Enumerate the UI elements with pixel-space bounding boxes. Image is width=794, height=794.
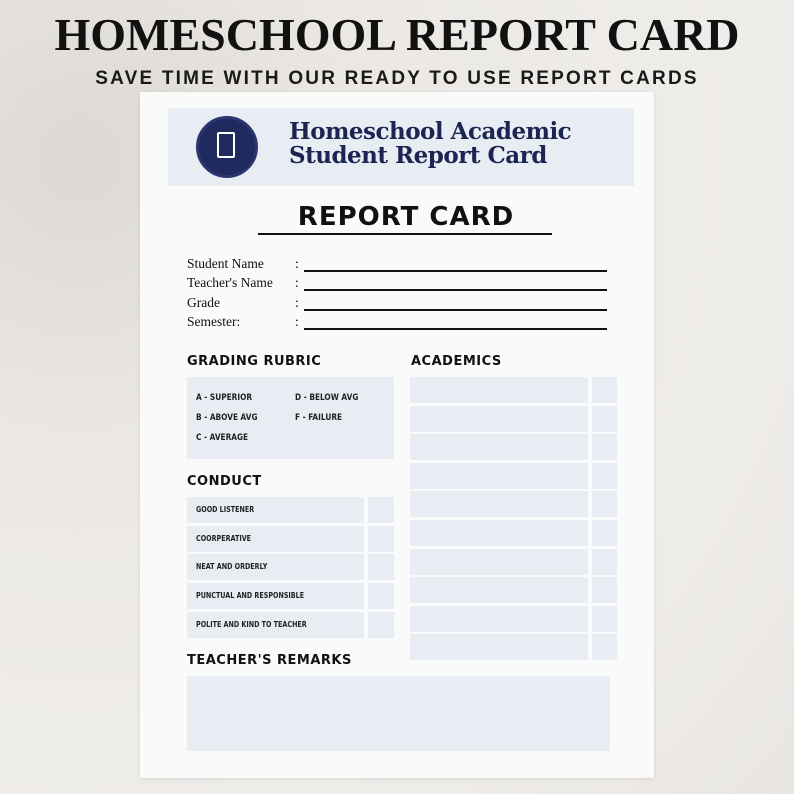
conduct-grade-cell[interactable] [368,554,394,580]
academics-heading: ACADEMICS [411,354,502,369]
card-header-title [289,120,571,168]
rubric-item: D - BELOW AVG [295,393,359,403]
conduct-grade-cell[interactable] [368,497,394,523]
academics-subject-cell[interactable] [410,520,588,546]
grade-field[interactable] [304,309,607,311]
academics-subject-cell[interactable] [410,406,588,432]
academics-grade-cell[interactable] [592,577,617,603]
conduct-item: POLITE AND KIND TO TEACHER [196,619,307,629]
field-label: Student Name [187,256,264,271]
teacher-name-field[interactable] [304,289,607,291]
title-underline [258,233,552,235]
academics-grade-cell[interactable] [592,377,617,403]
conduct-grade-cell[interactable] [368,526,394,552]
academics-subject-cell[interactable] [410,463,588,489]
conduct-item: PUNCTUAL AND RESPONSIBLE [196,591,305,601]
diploma-logo-icon [196,116,258,178]
academics-grade-cell[interactable] [592,520,617,546]
report-card-title: REPORT CARD [297,202,515,232]
academics-grade-cell[interactable] [592,434,617,460]
banner-subtitle: SAVE TIME WITH OUR READY TO USE REPORT CARDS [95,68,699,89]
academics-subject-cell[interactable] [410,634,588,660]
rubric-item: A - SUPERIOR [196,393,253,403]
academics-subject-cell[interactable] [410,606,588,632]
academics-grade-cell[interactable] [592,406,617,432]
colon: : [295,295,299,310]
rubric-item: F - FAILURE [295,413,343,423]
colon: : [295,275,299,290]
rubric-item: B - ABOVE AVG [196,413,258,423]
semester-field[interactable] [304,328,607,330]
field-label: Teacher's Name [187,275,273,290]
academics-subject-cell[interactable] [410,377,588,403]
rubric-heading: GRADING RUBRIC [187,354,322,369]
header-line-1: Homeschool Academic [289,118,572,145]
header-line-2: Student Report Card [289,142,547,169]
academics-subject-cell[interactable] [410,434,588,460]
conduct-grade-cell[interactable] [368,612,394,638]
colon: : [295,314,299,329]
remarks-heading: TEACHER'S REMARKS [187,653,352,668]
academics-subject-cell[interactable] [410,549,588,575]
field-label: Grade [187,295,220,310]
academics-grade-cell[interactable] [592,463,617,489]
conduct-heading: CONDUCT [187,474,262,489]
colon: : [295,256,299,271]
banner-title: HOMESCHOOL REPORT CARD [54,9,740,60]
academics-grade-cell[interactable] [592,549,617,575]
field-label: Semester: [187,314,241,329]
student-name-field[interactable] [304,270,607,272]
conduct-item: NEAT AND ORDERLY [196,562,268,572]
academics-grade-cell[interactable] [592,491,617,517]
teacher-remarks-box[interactable] [187,676,610,751]
conduct-item: COORPERATIVE [196,533,252,543]
conduct-item: GOOD LISTENER [196,505,255,514]
academics-subject-cell[interactable] [410,577,588,603]
academics-grade-cell[interactable] [592,634,617,660]
academics-subject-cell[interactable] [410,491,588,517]
rubric-item: C - AVERAGE [196,433,249,443]
academics-grade-cell[interactable] [592,606,617,632]
conduct-grade-cell[interactable] [368,583,394,609]
